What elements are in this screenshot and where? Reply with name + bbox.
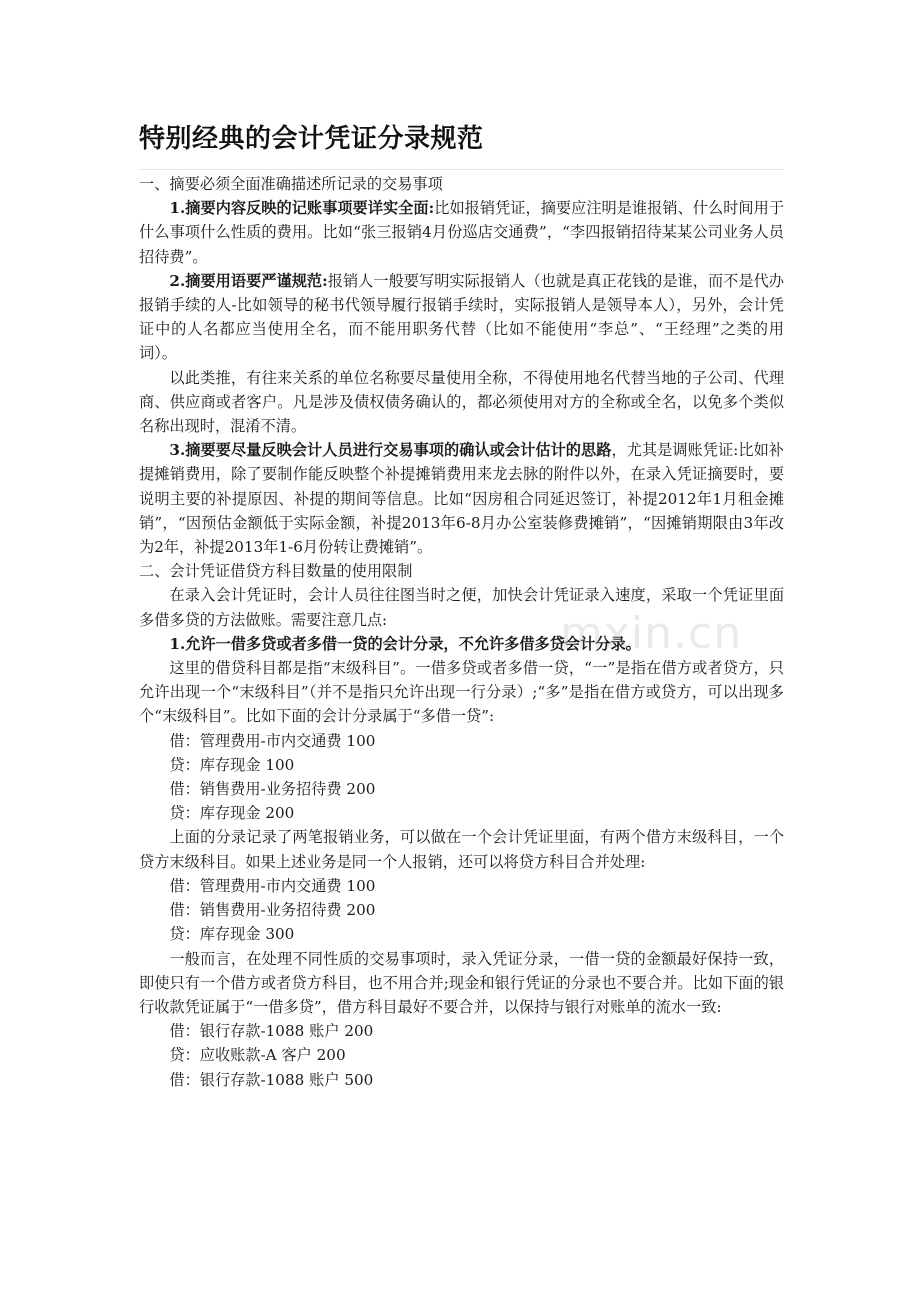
paragraph-item-3 bbox=[139, 438, 784, 559]
entry-a-2: 贷：库存现金 100 bbox=[169, 755, 295, 774]
document-title: 特别经典的会计凭证分录规范 bbox=[139, 124, 484, 154]
entry-a-3: 借：销售费用-业务招待费 200 bbox=[169, 780, 376, 799]
paragraph-section-2-intro: 在录入会计凭证时，会计人员往往图当时之便，加快会计凭证录入速度，采取一个凭证里面多借多贷的方法做账。需要注意几点: bbox=[139, 586, 784, 629]
entry-b-2: 借：销售费用-业务招待费 200 bbox=[169, 901, 376, 920]
item-3-lead: 3.摘要要尽量反映会计人员进行交易事项的确认或会计估计的思路 bbox=[169, 441, 612, 460]
item-1-lead: 1.摘要内容反映的记账事项要详实全面: bbox=[169, 199, 435, 218]
entry-a-1: 借：管理费用-市内交通费 100 bbox=[169, 731, 376, 750]
paragraph-item-2 bbox=[139, 269, 784, 366]
watermark: mxin.cn bbox=[560, 608, 743, 659]
entry-b-1: 借：管理费用-市内交通费 100 bbox=[169, 876, 376, 895]
paragraph-item-1 bbox=[139, 196, 784, 269]
paragraph-merge: 上面的分录记录了两笔报销业务，可以做在一个会计凭证里面，有两个借方末级科目，一个贷方末级科目。如果上述业务是同一个人报销，还可以将贷方科目合并处理: bbox=[139, 828, 784, 871]
entry-c-1: 借：银行存款-1088 账户 200 bbox=[169, 1022, 374, 1041]
entry-a-4: 贷：库存现金 200 bbox=[169, 804, 295, 823]
paragraph-bank: 一般而言，在处理不同性质的交易事项时，录入凭证分录，一借一贷的金额最好保持一致，即使只有一个借方或者贷方科目，也不用合并;现金和银行凭证的分录也不要合并。比如下面的银行收款凭证属于“一借多贷”，借方科目最好不要合并，以保持与银行对账单的流水一致: bbox=[139, 949, 784, 1016]
section-2-heading: 二、会计凭证借贷方科目数量的使用限制 bbox=[139, 562, 413, 581]
item-2-lead: 2.摘要用语要严谨规范: bbox=[169, 271, 328, 290]
entry-c-2: 贷：应收账款-A 客户 200 bbox=[169, 1046, 346, 1065]
entry-c-3: 借：银行存款-1088 账户 500 bbox=[169, 1070, 374, 1089]
entry-b-3: 贷：库存现金 300 bbox=[169, 925, 295, 944]
item-1-text: 比如报销凭证，摘要应注明是谁报销、什么时间用于什么事项什么性质的费用。比如“张三报销4月份巡店交通费”，“李四报销招待某某公司业务人员招待费”。 bbox=[139, 199, 785, 266]
section-1-heading: 一、摘要必须全面准确描述所记录的交易事项 bbox=[139, 175, 443, 193]
item-3-text: ，尤其是调账凭证:比如补提摊销费用，除了要制作能反映整个补提摊销费用来龙去脉的附件以外，在录入凭证摘要时，要说明主要的补提原因、补提的期间等信息。比如“因房租合同延迟签订，补提2012年1月租金摊销”，“因预估金额低于实际金额，补提2013年6-8月办公室装修费摊销”，“因摊销期限由3年改为2年，补提2013年1-6月份转让费摊销”。 bbox=[139, 441, 784, 557]
paragraph-rule-1-text: 这里的借贷科目都是指“末级科目”。一借多贷或者多借一贷，“一”是指在借方或者贷方，只允许出现一个“末级科目”（并不是指只允许出现一行分录）;“多”是指在借方或贷方，可以出现多个“末级科目”。比如下面的会计分录属于“多借一贷”: bbox=[139, 659, 784, 726]
title-divider bbox=[139, 169, 784, 170]
document-body bbox=[139, 172, 784, 1092]
paragraph-item-2-extra: 以此类推，有往来关系的单位名称要尽量使用全称，不得使用地名代替当地的子公司、代理商、供应商或者客户。凡是涉及债权债务确认的，都必须使用对方的全称或全名，以免多个类似名称出现时，混淆不清。 bbox=[139, 368, 784, 436]
item-2-text: 报销人一般要写明实际报销人（也就是真正花钱的是谁，而不是代办报销手续的人-比如领导的秘书代领导履行报销手续时，实际报销人是领导本人），另外，会计凭证中的人名都应当使用全名，而不能用职务代替（比如不能使用“李总”、“王经理”之类的用词）。 bbox=[139, 271, 784, 363]
rule-1-heading: 1.允许一借多贷或者多借一贷的会计分录，不允许多借多贷会计分录。 bbox=[169, 634, 641, 653]
